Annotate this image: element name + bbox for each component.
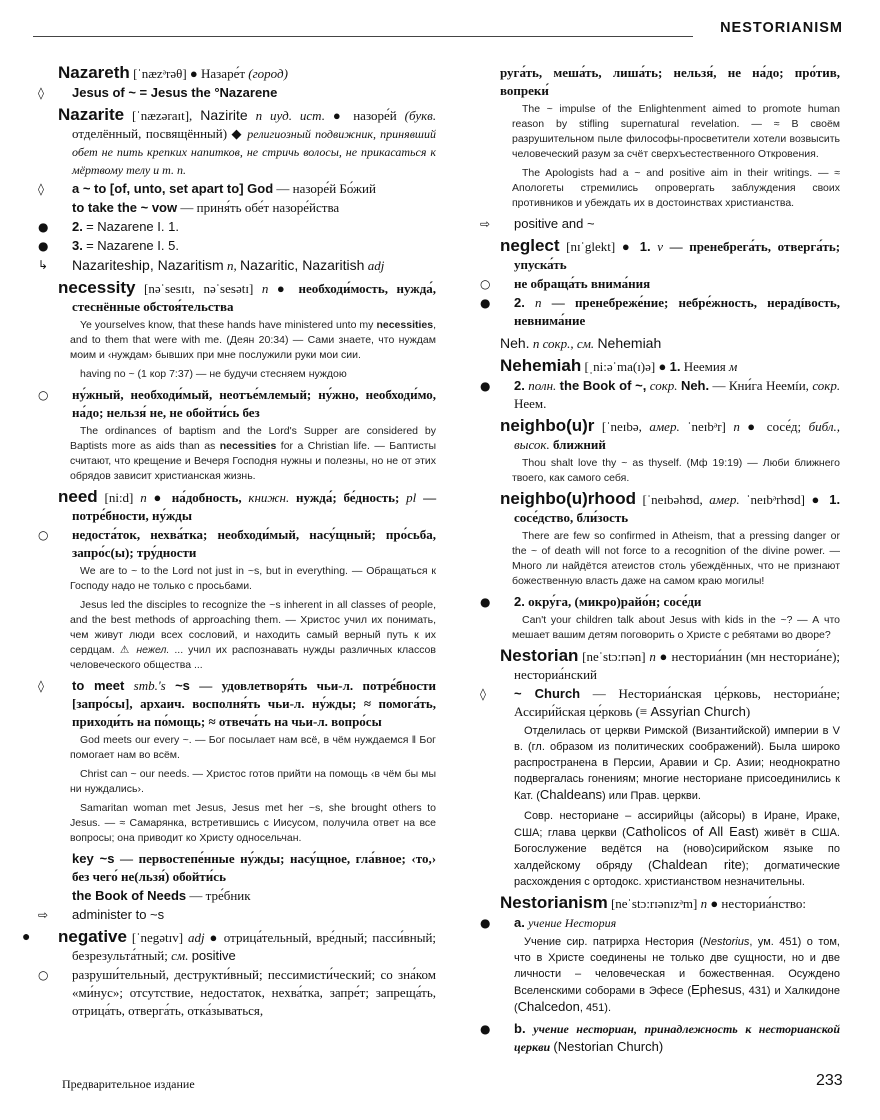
encyclopedic-note: Отделилась от церкви Римской (Византийской) империи в V в. (гл. образом из политических соображений). Была широко распространена в Персии, Аравии и Ср. Азии; неоднократно подвергалась гонениям; многие несториане присоединились к Кат. (Chaldeans) или Прав. церкви. (514, 725, 840, 802)
idiom: to meet (72, 678, 125, 693)
label: (город) (248, 66, 288, 81)
translation: — пренебрега́ть, отверга́ть; упуска́ть (514, 239, 841, 272)
open-bullet-icon: ○ (38, 528, 49, 542)
grammar-label: n (535, 295, 542, 310)
example: The ordinances of baptism and the Lord's Supper are considered by Baptists more as aids than as necessities for a Christian life. — Баптисты считают, что крещение и Вечеря Господня нужны и полезны, но не от этих обрядов зависит христианская жизнь. (70, 425, 436, 482)
translation: ближний (552, 437, 606, 452)
idiom-translation: — Несториа́нская це́рковь, несториа́не; Ассири́йская це́рковь (≡ (514, 686, 840, 719)
example: Jesus led the disciples to recognize the ~s inherent in all classes of people, and the best methods of approaching them. — Христос учил их понимать, чем живут люди всех сословий, и находить самый верный путь к их сердцам. ⚠ нежел. ... учил их распознавать нужды различных классов человеческого общества ... (70, 599, 436, 671)
example: We are to ~ to the Lord not just in ~s, but in everything. — Обращаться к Господу надо не только с просьбами. (70, 565, 436, 592)
grammar-label: n иуд. ист. (255, 108, 325, 123)
headword: Nazarite (58, 105, 125, 124)
example: The Apologists had a ~ and positive aim in their writings. — ≈ Апологеты стремились опровергать заблуждения своих противников и убеждать их в достоинствах христианства. (512, 167, 840, 209)
example: Ye yourselves know, that these hands have ministered unto my necessities, and to them that were with me. (Деян 20:34) — Сами знаете, что нуждам моим и ‹нуждам› бывших при мне послужили руки мои сии. (70, 319, 436, 361)
grammar-label: n (140, 490, 147, 505)
left-column (22, 63, 437, 1024)
filled-bullet-icon: ● (480, 916, 491, 930)
cross-reference[interactable]: = Nazarene I. 5. (86, 238, 179, 253)
abbreviation: Неем. (514, 396, 547, 411)
see-also-link[interactable]: administer to ~s (72, 907, 165, 922)
header-title: NESTORIANISM (720, 20, 843, 36)
entry-negative: ● negative [ˈnegətɪv] adj ● отрица́тельный, вре́дный; пасси́вный; безрезульта́тный; см. positive ○ разруши́тельный, деструкти́вный; пессимисти́ческий; со зна́ком «ми́нус»; отсутствие, недостаток, нехва́тка, запре́т; запреща́ть, отрица́ть, отверга́ть, отка́зываться, (22, 927, 437, 1018)
example: having no ~ (1 кор 7:37) — не будучи стесняем нуждою (80, 368, 347, 380)
grammar-label: v (657, 239, 663, 254)
abbreviation: Neh. (680, 378, 710, 393)
arrow-right-icon: ⇨ (480, 217, 491, 231)
pronunciation: [ˈnæzəraɪt], (132, 108, 193, 123)
grammar-label: n сокр., (532, 336, 574, 351)
open-bullet-icon: ○ (38, 388, 49, 402)
translation: несториа́нин (мн несториа́не); несториа́нский (514, 649, 841, 682)
filled-bullet-icon: ● (747, 419, 760, 434)
grammar-label: n (261, 281, 269, 296)
see-also-link[interactable]: positive (191, 948, 236, 963)
example: The ~ impulse of the Enlightenment aimed to promote human reason by stifling supernatural revelation. — ≈ В своём разрушительном пыле философы-просветители хотели возвысить человеческий разум за счёт сверхъестественного Откровения. (512, 103, 840, 160)
example: Can't your children talk about Jesus with kids in the ~? — А что мешает вашим детям поговорить о Христе с ребятами во дворе? (512, 614, 840, 641)
translation: Неемия (683, 359, 726, 374)
diamond-icon: ◊ (38, 86, 44, 100)
translation: сосе́дство, бли́зость (514, 510, 629, 525)
page-number: 233 (816, 1072, 843, 1089)
filled-bullet-icon: ● (710, 896, 719, 911)
idiom-english: Assyrian Church (650, 704, 746, 719)
example: Thou shalt love thy ~ as thyself. (Мф 19:19) — Люби ближнего твоего, как самого себя. (512, 457, 840, 484)
headword: Nestorian (500, 646, 579, 665)
translation: назоре́й (353, 108, 397, 123)
pronunciation: [neˈstɔ:rɪənɪzᵊm] (610, 896, 698, 911)
encyclopedic-note: Совр. несториане – ассирийцы (айсоры) в Иране, Ираке, США; глава церкви (Catholicos of All East) живёт в США. Богослужение ведётся на (ново)сирийском языке по халдейскому обряду (Chaldean rite); догматические расхождения с ортодокс. христианством незначительны. (514, 810, 840, 888)
pronunciation: [nɪˈglekt] (566, 239, 616, 254)
sense-number: 2. (72, 219, 83, 234)
sense-translation: учение несториан, принадлежность к несторианской церкви (514, 1022, 840, 1054)
filled-bullet-icon: ● (332, 108, 346, 123)
cross-reference[interactable]: = Nazarene I. 1. (86, 219, 179, 234)
idiom-translation: — удовлетворя́ть чьи-л. потре́бности [запро́сы], архаич. восполня́ть чьи-л. ну́жды; ≈ помога́ть, приходи́ть на по́мощь; ≈ отвеча́ть на чьи-л. вопро́сы (72, 678, 437, 729)
pronunciation: [ˈneɪbəhʊd, (642, 492, 703, 507)
variant: Nazirite (200, 107, 248, 123)
label: амер. (649, 419, 680, 434)
open-bullet-icon: ○ (480, 277, 491, 291)
idiom-translation: — первостепе́нные ну́жды; насу́щное, гла́вное; ‹то,› без чего́ не(льзя́) обойти́сь (72, 851, 437, 884)
idiom: to take the ~ vow (72, 200, 178, 215)
entry-nazarite: Nazarite [ˈnæzəraɪt], Nazirite n иуд. ист. ● назоре́й (букв. отделённый, посвящённый) ◆ религиозный подвижник, принявший обет не пить крепких напитков, не стричь волосы, не прикасаться к мёртвому телу и т. п. ◊ a ~ to [of, unto, set apart to] God — назоре́й Бо́жий to take the ~ vow — приня́ть обе́т назоре́йства ● 2. = Nazarene I. 1. ● 3. = Nazarene I. 5. ↳ Nazariteship, Nazaritism n, Nazaritic, Nazaritish adj (38, 105, 437, 273)
label: smb.'s (133, 678, 166, 693)
sense-translation: ну́жный, необходи́мый, неотъе́млемый; ну́жно, необходи́мо, на́до; нельзя́ не, не обойти́сь без (72, 387, 436, 420)
filled-bullet-icon: ● (38, 220, 49, 234)
sense-number: 2. (514, 594, 525, 609)
filled-bullet-icon: ● (658, 359, 667, 374)
filled-bullet-icon: ● (480, 379, 491, 393)
label: сокр. (812, 378, 841, 393)
label: амер. (709, 492, 740, 507)
sense-translation: не обраща́ть внима́ния (514, 276, 651, 291)
sense-letter: b. (514, 1021, 526, 1036)
pronunciation: ˈneɪbᵊr] (687, 419, 726, 434)
sense-number: 3. (72, 238, 83, 253)
entry-nestorian: Nestorian [neˈstɔ:rɪən] n ● несториа́нин (мн несториа́не); несториа́нский ◊ ~ Church — Несториа́нская це́рковь, несториа́не; Ассири́йская це́рковь (≡ Assyrian Church) Отделилась от церкви Римской (Византийской) империи в V в. (гл. образом из политических соображений). Была широко распространена в Персии, Аравии и Ср. Азии; неоднократно подвергалась гонениям; многие несториане присоединились к Кат. (Chaldeans) или Прав. церкви. Совр. несториане – ассирийцы (айсоры) в Иране, Ираке, США; глава церкви (Catholicos of All East) живёт в США. Богослужение ведётся на (ново)сирийском языке по халдейскому обряду (Chaldean rite); догматические расхождения с ортодокс. христианством незначительны. (480, 646, 841, 888)
pronunciation: [ˈnegətɪv] (131, 930, 184, 945)
headword: Nehemiah (500, 356, 582, 375)
label: полн. (528, 378, 557, 393)
idiom: ~ Church (514, 686, 581, 701)
style-label: библ., высок. (514, 419, 841, 452)
label: сокр. (649, 378, 678, 393)
headword: Neh. (500, 335, 530, 351)
headword: negative (58, 927, 127, 946)
pronunciation: [ˈneɪbə, (601, 419, 642, 434)
headword: Nazareth (58, 63, 130, 82)
translation: — потре́бности, ну́жды (72, 490, 437, 523)
idiom: the Book of ~, (559, 378, 647, 393)
entry-neh (500, 334, 840, 353)
translation: окру́га, (микро)райо́н; сосе́ди (528, 594, 702, 609)
example: God meets our every ~. — Бог посылает нам всё, в чём нуждаемся ‖ Бог помогает нам во всём. (70, 734, 436, 761)
entry-need (38, 487, 437, 924)
headword: neighbo(u)rhood (500, 489, 636, 508)
filled-bullet-icon: ● (38, 239, 49, 253)
edition-note: Предварительное издание (62, 1077, 195, 1091)
translation: руга́ть, меша́ть, лиша́ть; нельзя́, не на́до; про́тив, вопреки́ (500, 65, 840, 98)
diamond-icon: ◊ (38, 182, 44, 196)
headword: neglect (500, 236, 560, 255)
filled-bullet-icon: ● (276, 281, 290, 296)
sense-translation: учение Нестория (528, 916, 617, 930)
idiom: key ~s (72, 851, 115, 866)
translation: сосе́д; (766, 419, 802, 434)
pronunciation: [ni:d] (104, 490, 134, 505)
grammar-label: n, (226, 258, 237, 273)
see-label: см. (576, 336, 595, 351)
warning-icon: ⚠ (119, 644, 132, 656)
sense-letter: a. (514, 915, 525, 930)
gloss: отделённый, посвящённый) (72, 126, 228, 141)
sense-number: 2. (514, 295, 525, 310)
diamond-icon: ◊ (38, 679, 44, 693)
grammar-label: pl (406, 490, 417, 505)
filled-bullet-icon: ● (153, 490, 165, 505)
grammar-label: adj (367, 258, 385, 273)
filled-bullet-icon: ● (189, 66, 198, 81)
idiom: a ~ to [of, unto, set apart to] God (72, 181, 274, 196)
translation: необходи́мость, нужда́, стеснённые обстоя́тельства (72, 281, 437, 314)
idiom-translation: — приня́ть обе́т назоре́йства (180, 200, 340, 215)
style-label: книжн. (248, 490, 290, 505)
grammar-label: м (729, 359, 738, 374)
right-column (480, 64, 841, 1060)
see-also-link[interactable]: Nehemiah (597, 335, 662, 351)
headword: neighbo(u)r (500, 416, 595, 435)
idiom: Jesus of ~ = Jesus the °Nazarene (72, 85, 278, 100)
entry-neglect (480, 236, 841, 330)
translation: на́добность, (171, 490, 242, 505)
diamond-icon: ◊ (480, 687, 486, 701)
translation: несториа́нство: (721, 896, 807, 911)
headword: necessity (58, 278, 136, 297)
filled-bullet-icon: ● (621, 239, 634, 254)
example: Samaritan woman met Jesus, Jesus met her ~s, she brought others to Jesus. — ≈ Самарянка, встретившись с Иисусом, получила ответ на все вопросы; она приводит ко Христу односельчан. (70, 802, 436, 844)
example: Christ can ~ our needs. — Христос готов прийти на помощь ‹в чём бы мы ни нуждались›. (70, 768, 436, 795)
sense-number: 2. (514, 378, 525, 393)
pronunciation: ˈneɪbᵊrhʊd] (746, 492, 805, 507)
entry-nazareth (38, 63, 436, 102)
filled-bullet-icon: ● (480, 296, 491, 310)
sense-number: 1. (669, 359, 681, 374)
grammar-label: n (700, 896, 708, 911)
idiom-translation: — тре́бник (189, 888, 251, 903)
entry-nehemiah (480, 356, 841, 413)
see-label: см. (171, 948, 189, 963)
headword: Nestorianism (500, 893, 608, 912)
grammar-label: adj (187, 930, 205, 945)
idiom-translation: — назоре́й Бо́жий (276, 181, 376, 196)
arrow-right-icon: ⇨ (38, 908, 49, 922)
entry-neighbourhood (480, 489, 841, 643)
definition: религиозный подвижник, принявший обет не пить крепких напитков, не стричь волосы, не прикасаться к мёртвому телу и т. п. (72, 127, 436, 177)
derived-forms: Nazaritic, Nazaritish (239, 257, 365, 273)
see-also-link[interactable]: positive and ~ (514, 216, 595, 231)
derived-forms: Nazariteship, Nazaritism (72, 257, 224, 273)
example: There are few so confirmed in Atheism, that a pressing danger or the ~ of death will not force to a recognition of the divine power. — Много ли найдётся атеистов столь убеждённых, что не признают божественную власть даже на самом краю могилы! (512, 530, 840, 587)
grammar-label: n (649, 649, 656, 664)
filled-bullet-icon: ● (659, 649, 668, 664)
headword: need (58, 487, 98, 506)
pronunciation: [ˈnæzᵊrəθ] (133, 66, 187, 81)
translation: — пренебреже́ние; небре́жность, нерадíвость, невнима́ние (514, 295, 841, 328)
sense-translation: недоста́ток, нехва́тка; необходи́мый, насу́щный; про́сьба, запро́с(ы); тру́дности (72, 527, 436, 560)
translation: нужда́; бе́дность; (296, 490, 400, 505)
encyclopedic-note: Учение сир. патрирха Нестория (Nestorius, ум. 451) о том, что в Христе соединены не только две сущности, но и две личности – человеческая и божественная. Осуждено Вселенскими соборами в Эфесе (Ephesus, 431) и Халкидоне (Chalcedon, 451). (514, 936, 840, 1014)
translation: — Кни́га Неемíи, (712, 378, 809, 393)
entry-necessity (38, 278, 437, 484)
filled-bullet-icon: ● (480, 595, 491, 609)
gloss-label: (букв. (404, 108, 437, 123)
translation: отрица́тельный, вре́дный; пасси́вный; безрезульта́тный; (72, 930, 437, 963)
entry-neighbour (500, 417, 840, 486)
running-header (33, 20, 843, 42)
entry-negative-continued (480, 64, 840, 233)
derived-forms-icon: ↳ (38, 258, 49, 272)
sense-number: 1. (639, 239, 651, 254)
filled-bullet-icon: ● (209, 930, 219, 945)
header-rule (33, 36, 693, 37)
grammar-label: n (733, 419, 740, 434)
filled-bullet-icon: ● (811, 492, 823, 507)
sense-number: 1. (829, 492, 841, 507)
idiom: the Book of Needs (72, 888, 187, 903)
pronunciation: [ˌni:əˈma(ɪ)ə] (584, 359, 656, 374)
idiom: ~s (175, 678, 190, 693)
filled-bullet-icon: ● (480, 1022, 491, 1036)
open-bullet-icon: ○ (38, 968, 49, 982)
translation: Назаре́т (201, 66, 246, 81)
entry-nestorianism (480, 893, 840, 1056)
sense-translation: разруши́тельный, деструкти́вный; пессимисти́ческий; со зна́ком «ми́нус»; отсутствие, недостаток, нехва́тка, запре́т; запреща́ть, отрица́ть, отверга́ть, отка́зываться, (72, 967, 436, 1018)
pronunciation: [nəˈsesɪtɪ, nəˈsesətɪ] (144, 281, 254, 296)
idiom-english: (Nestorian Church) (553, 1039, 664, 1054)
pronunciation: [neˈstɔ:rɪən] (582, 649, 646, 664)
